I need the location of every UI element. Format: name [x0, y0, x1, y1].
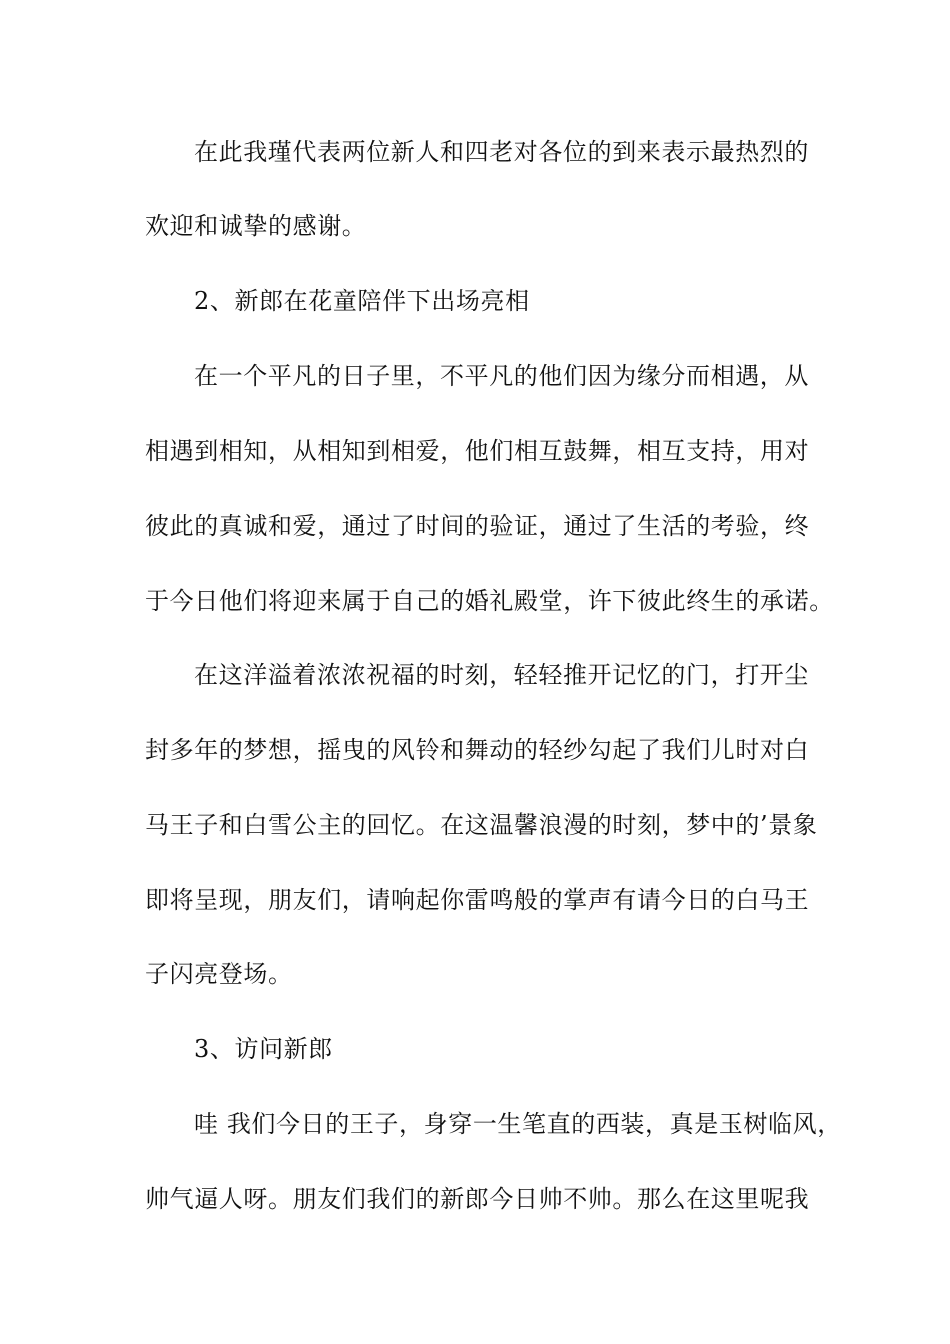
- section-heading: 3、访问新郎: [194, 1035, 333, 1063]
- paragraph-line: 相遇到相知，从相知到相爱，他们相互鼓舞，相互支持，用对: [145, 437, 810, 465]
- section-heading: 2、新郎在花童陪伴下出场亮相: [194, 287, 530, 315]
- paragraph-line: 即将呈现，朋友们，请响起你雷鸣般的掌声有请今日的白马王: [145, 886, 810, 914]
- paragraph-line: 哇 我们今日的王子，身穿一生笔直的西装，真是玉树临风，: [194, 1110, 842, 1138]
- paragraph-line: 帅气逼人呀。朋友们我们的新郎今日帅不帅。那么在这里呢我: [145, 1185, 810, 1213]
- paragraph-line: 马王子和白雪公主的回忆。在这温馨浪漫的时刻，梦中的’景象: [145, 811, 818, 839]
- paragraph-line: 在一个平凡的日子里，不平凡的他们因为缘分而相遇，从: [194, 362, 809, 390]
- paragraph-line: 在此我瑾代表两位新人和四老对各位的到来表示最热烈的: [194, 138, 809, 166]
- paragraph-line: 彼此的真诚和爱，通过了时间的验证，通过了生活的考验，终: [145, 512, 810, 540]
- paragraph-line: 于今日他们将迎来属于自己的婚礼殿堂，许下彼此终生的承诺。: [145, 587, 834, 615]
- paragraph-line: 在这洋溢着浓浓祝福的时刻，轻轻推开记忆的门，打开尘: [194, 661, 809, 689]
- paragraph-line: 封多年的梦想，摇曳的风铃和舞动的轻纱勾起了我们儿时对白: [145, 736, 810, 764]
- paragraph-line: 子闪亮登场。: [145, 960, 293, 988]
- paragraph-line: 欢迎和诚挚的感谢。: [145, 212, 367, 240]
